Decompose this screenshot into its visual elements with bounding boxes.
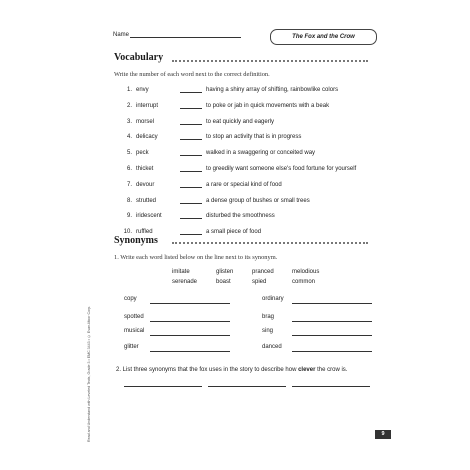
vocabulary-definition: a small piece of food <box>206 229 262 236</box>
vocabulary-number: 2. <box>126 102 132 109</box>
word-bank-item: imitate <box>172 269 190 275</box>
vocabulary-number: 8. <box>126 197 132 204</box>
synonyms-instructions: 1. Write each word listed below on the line next to its synonym. <box>114 254 278 261</box>
name-line[interactable] <box>130 37 241 38</box>
vocabulary-row <box>114 164 384 174</box>
synonym-target-word: ordinary <box>262 296 284 302</box>
synonyms-title-divider <box>172 242 368 244</box>
synonym-target-word: spotted <box>124 314 144 320</box>
synonym-target-word: danced <box>262 344 282 350</box>
answer-line-2[interactable] <box>208 386 286 387</box>
vocabulary-word: interrupt <box>136 102 159 109</box>
vocabulary-row <box>114 101 384 111</box>
vocabulary-number: 9. <box>126 213 132 220</box>
synonym-answer-line[interactable] <box>150 315 230 322</box>
word-bank-item: melodious <box>292 269 320 275</box>
vocabulary-row <box>114 196 384 206</box>
vocabulary-answer-blank[interactable] <box>180 101 202 109</box>
vocabulary-definition: walked in a swaggering or conceited way <box>206 150 316 157</box>
word-bank-item: boast <box>216 279 231 285</box>
synonym-answer-line[interactable] <box>150 297 230 304</box>
vocabulary-number: 3. <box>126 118 132 125</box>
vocabulary-answer-blank[interactable] <box>180 132 202 140</box>
page-number: 9 <box>375 430 391 439</box>
vocabulary-word: strutted <box>136 197 157 204</box>
vocabulary-answer-blank[interactable] <box>180 211 202 219</box>
vocabulary-row <box>114 148 384 158</box>
synonym-target-word: sing <box>262 328 274 334</box>
vocabulary-word: devour <box>136 181 155 188</box>
vocabulary-definition: a rare or special kind of food <box>206 181 282 188</box>
vocabulary-answer-blank[interactable] <box>180 117 202 125</box>
vocabulary-definition: to poke or jab in quick movements with a beak <box>206 102 330 109</box>
word-bank-item: serenade <box>172 279 198 285</box>
vocabulary-number: 10. <box>123 229 132 236</box>
vocabulary-answer-blank[interactable] <box>180 196 202 204</box>
vocabulary-number: 5. <box>126 150 132 157</box>
vocabulary-number: 1. <box>126 87 132 93</box>
vocabulary-definition: having a shiny array of shifting, rainbowlike colors <box>206 87 339 93</box>
synonym-target-word: copy <box>124 296 137 302</box>
vocabulary-row <box>114 85 384 95</box>
vocabulary-number: 6. <box>126 166 132 172</box>
vocabulary-word: iridescent <box>136 213 162 220</box>
vocabulary-answer-blank[interactable] <box>180 227 202 235</box>
vocabulary-row <box>114 132 384 142</box>
vocabulary-title-divider <box>172 60 368 62</box>
answer-line-3[interactable] <box>292 386 370 387</box>
synonym-target-word: musical <box>124 328 145 334</box>
word-bank-item: spied <box>252 279 267 285</box>
side-copyright-text: Read and Understand with Leveled Texts, Grade 3 • EMC 3443 • © Evan-Moor Corp. <box>87 305 91 442</box>
vocabulary-title: Vocabulary <box>114 52 164 63</box>
question-2-text-end: the crow is. <box>315 367 348 373</box>
vocabulary-word: peck <box>136 150 149 157</box>
word-bank-item: common <box>292 279 316 285</box>
synonym-target-word: brag <box>262 314 275 320</box>
question-2-text-start: 2. List three synonyms that the fox uses in the story to describe how <box>116 367 299 373</box>
vocabulary-answer-blank[interactable] <box>180 148 202 156</box>
synonym-answer-line[interactable] <box>292 345 372 352</box>
synonym-answer-line[interactable] <box>150 329 230 336</box>
vocabulary-number: 7. <box>126 181 132 188</box>
question-2-bold-word: clever <box>298 367 316 373</box>
word-bank-item: glisten <box>216 269 234 275</box>
vocabulary-definition: to eat quickly and eagerly <box>206 118 275 125</box>
vocabulary-word: delicacy <box>136 134 158 141</box>
vocabulary-answer-blank[interactable] <box>180 164 202 172</box>
vocabulary-answer-blank[interactable] <box>180 85 202 93</box>
synonym-answer-line[interactable] <box>292 297 372 304</box>
vocabulary-row <box>114 180 384 190</box>
vocabulary-number: 4. <box>126 134 132 141</box>
synonyms-title: Synonyms <box>114 235 158 246</box>
story-title: The Fox and the Crow <box>270 29 377 45</box>
vocabulary-row <box>114 211 384 221</box>
word-bank-item: pranced <box>252 269 274 275</box>
vocabulary-definition: disturbed the smoothness <box>206 213 275 220</box>
synonym-target-word: glitter <box>124 344 139 350</box>
vocabulary-word: envy <box>136 87 149 93</box>
vocabulary-definition: a dense group of bushes or small trees <box>206 197 310 204</box>
vocabulary-row <box>114 117 384 127</box>
vocabulary-word: ruffled <box>136 229 153 236</box>
vocabulary-definition: to greedily want someone else's food fortune for yourself <box>206 166 357 172</box>
synonym-answer-line[interactable] <box>292 329 372 336</box>
answer-line-1[interactable] <box>124 386 202 387</box>
vocabulary-definition: to stop an activity that is in progress <box>206 134 302 141</box>
synonym-answer-line[interactable] <box>150 345 230 352</box>
vocabulary-instructions: Write the number of each word next to the correct definition. <box>114 71 270 78</box>
synonym-answer-line[interactable] <box>292 315 372 322</box>
vocabulary-word: morsel <box>136 118 155 125</box>
vocabulary-answer-blank[interactable] <box>180 180 202 188</box>
name-label: Name <box>113 32 130 38</box>
question-2 <box>116 367 347 373</box>
vocabulary-word: thicket <box>136 166 154 172</box>
